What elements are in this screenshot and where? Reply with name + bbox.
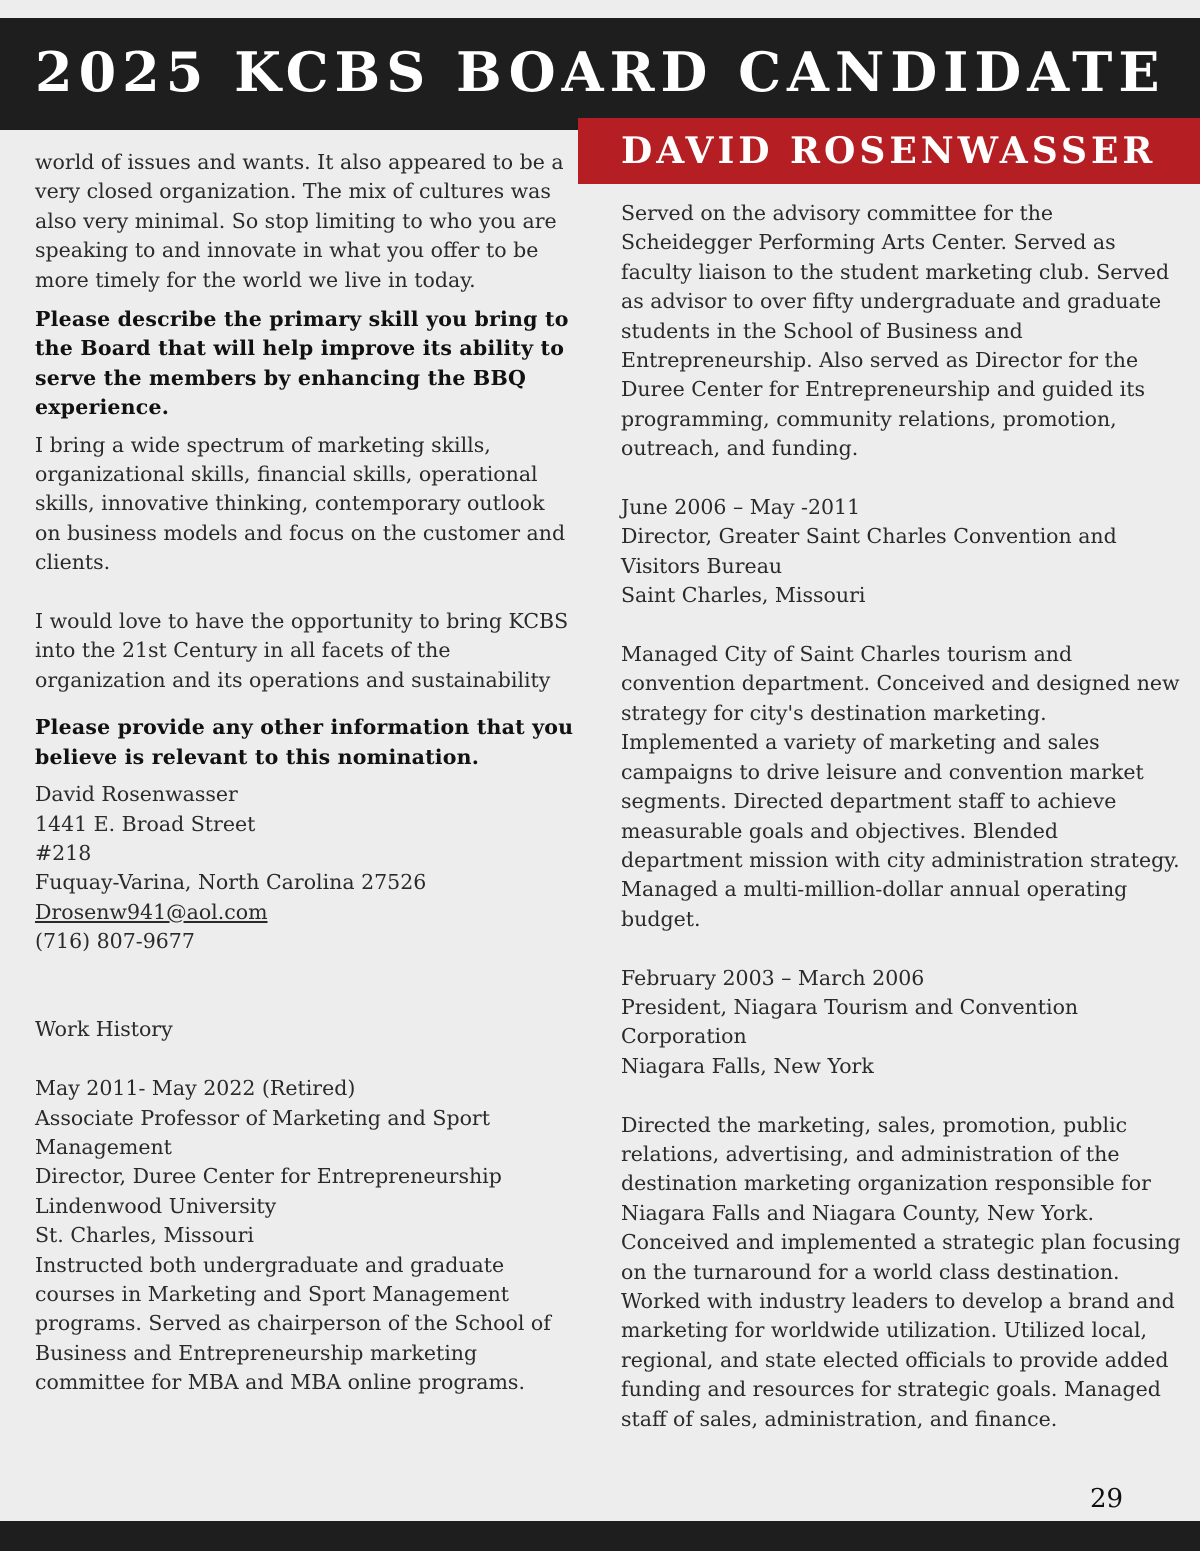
page-number: 29: [1090, 1484, 1124, 1514]
answer-primary-skill-2: I would love to have the opportunity to bring KCBS into the 21st Century in all facets of the organization and its operations and sustainability: [35, 609, 569, 692]
answer-primary-skill: I bring a wide spectrum of marketing skills, organizational skills, financial skills, operational skills, innovative thinking, contemporary outlook on business models and focus on the customer and clients.: [35, 432, 566, 575]
job1-org: Lindenwood University: [35, 1193, 277, 1218]
job1-location: St. Charles, Missouri: [35, 1223, 254, 1248]
contact-unit: #218: [35, 840, 92, 865]
right-column: [621, 199, 1186, 1434]
job2-title: Director, Greater Saint Charles Convention and Visitors Bureau: [621, 524, 1117, 578]
job2-location: Saint Charles, Missouri: [621, 583, 866, 608]
job3-dates: February 2003 – March 2006: [621, 965, 925, 990]
footer-bar: [0, 1521, 1200, 1551]
contact-city: Fuquay-Varina, North Carolina 27526: [35, 870, 427, 895]
work-history-heading: Work History: [35, 1017, 173, 1042]
job1-dates: May 2011- May 2022 (Retired): [35, 1076, 356, 1101]
job2-description: Managed City of Saint Charles tourism and convention department. Conceived and designed new strategy for city's destination marketing. Implemented a variety of marketing and sales campaigns to drive leisure and convention market segments. Directed department staff to achieve measurable goals and objectives. Blended department mission with city administration strategy. Managed a multi-million-dollar annual operating budget.: [621, 642, 1180, 931]
job1-description-continued: Served on the advisory committee for the Scheidegger Performing Arts Center. Served as faculty liaison to the student marketing club. Served as advisor to over fifty undergraduate and graduate students in the School of Business and Entrepreneurship. Also served as Director for the Duree Center for Entrepreneurship and guided its programming, community relations, promotion, outreach, and funding.: [621, 201, 1170, 461]
question-primary-skill: Please describe the primary skill you bring to the Board that will help improve its ability to serve the members by enhancing the BBQ experience.: [35, 307, 569, 420]
question-other-info: Please provide any other information that you believe is relevant to this nomination.: [35, 715, 574, 769]
job1-description: Instructed both undergraduate and graduate courses in Marketing and Sport Management programs. Served as chairperson of the School of Business and Entrepreneurship marketing committee for MBA and MBA online programs.: [35, 1252, 551, 1395]
candidate-name-banner: [578, 118, 1200, 184]
contact-email-link[interactable]: Drosenw941@aol.com: [35, 899, 268, 924]
intro-paragraph: world of issues and wants. It also appeared to be a very closed organization. The mix of cultures was also very minimal. So stop limiting to who you are speaking to and innovate in what you offer to be more timely for the world we live in today.: [35, 150, 564, 292]
job3-description: Directed the marketing, sales, promotion, public relations, advertising, and administration of the destination marketing organization responsible for Niagara Falls and Niagara County, New York. Conceived and implemented a strategic plan focusing on the turnaround for a world class destination. Worked with industry leaders to develop a brand and marketing for worldwide utilization. Utilized local, regional, and state elected officials to provide added funding and resources for strategic goals. Managed staff of sales, administration, and finance.: [621, 1112, 1181, 1431]
job1-title: Associate Professor of Marketing and Sport Management: [35, 1105, 490, 1159]
job3-location: Niagara Falls, New York: [621, 1053, 874, 1078]
job3-title: President, Niagara Tourism and Convention Corporation: [621, 994, 1079, 1049]
contact-street: 1441 E. Broad Street: [35, 811, 256, 836]
contact-name: David Rosenwasser: [35, 782, 238, 807]
candidate-name: DAVID ROSENWASSER: [621, 130, 1157, 172]
left-column: [35, 148, 575, 1398]
job1-title-2: Director, Duree Center for Entrepreneurship: [35, 1164, 502, 1189]
header-bar: [0, 18, 1200, 130]
job2-dates: June 2006 – May -2011: [621, 495, 861, 520]
contact-phone: (716) 807-9677: [35, 929, 195, 954]
page-title: 2025 KCBS BOARD CANDIDATE: [35, 40, 1166, 104]
